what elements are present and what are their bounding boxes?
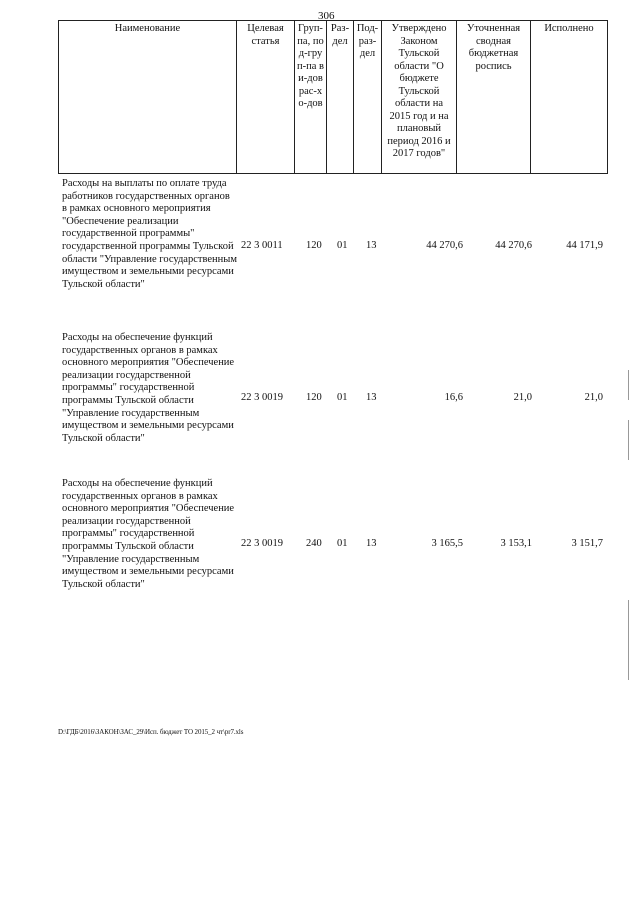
row-target: 22 3 0019 bbox=[241, 538, 283, 549]
header-section: Раз-дел bbox=[327, 21, 354, 174]
row-group: 120 bbox=[306, 240, 322, 251]
header-target: Целевая статья bbox=[237, 21, 295, 174]
row-target: 22 3 0019 bbox=[241, 392, 283, 403]
header-refined: Уточненная сводная бюджетная роспись bbox=[457, 21, 531, 174]
row-executed: 21,0 bbox=[584, 392, 603, 403]
row-subsection: 13 bbox=[366, 392, 377, 403]
table-header bbox=[58, 20, 608, 174]
page-number: 306 bbox=[318, 10, 335, 22]
row-refined: 21,0 bbox=[513, 392, 532, 403]
row-approved: 44 270,6 bbox=[426, 240, 463, 251]
header-group: Груп-па, под-груп-па ви-дов рас-хо-дов bbox=[295, 21, 327, 174]
row-name: Расходы на выплаты по оплате труда работников государственных органов в рамках основного мероприятия "Обеспечение реализации государственной программы" государственной программы Тульской области "Управление государственным имуществом и земельными ресурсами Тульской области" bbox=[62, 178, 237, 290]
file-path-footer: D:\ГДБ\2016\ЗАКОН\ЗАС_29\Исп. бюджет ТО 2015_2 чт\pr7.xls bbox=[58, 728, 244, 736]
row-section: 01 bbox=[337, 240, 348, 251]
scan-edge-mark bbox=[628, 600, 629, 680]
header-name: Наименование bbox=[59, 21, 237, 174]
scan-edge-mark bbox=[628, 420, 629, 460]
header-approved: Утверждено Законом Тульской области "О бюджете Тульской области на 2015 год и на плановый период 2016 и 2017 годов" bbox=[382, 21, 457, 174]
row-section: 01 bbox=[337, 538, 348, 549]
row-approved: 3 165,5 bbox=[431, 538, 463, 549]
row-subsection: 13 bbox=[366, 538, 377, 549]
row-group: 240 bbox=[306, 538, 322, 549]
row-approved: 16,6 bbox=[444, 392, 463, 403]
row-executed: 44 171,9 bbox=[566, 240, 603, 251]
scan-edge-mark bbox=[628, 370, 629, 400]
header-subsection: Под-раз-дел bbox=[354, 21, 382, 174]
row-section: 01 bbox=[337, 392, 348, 403]
row-refined: 44 270,6 bbox=[495, 240, 532, 251]
header-executed: Исполнено bbox=[531, 21, 608, 174]
row-executed: 3 151,7 bbox=[571, 538, 603, 549]
row-group: 120 bbox=[306, 392, 322, 403]
row-refined: 3 153,1 bbox=[500, 538, 532, 549]
row-subsection: 13 bbox=[366, 240, 377, 251]
row-name: Расходы на обеспечение функций государственных органов в рамках основного мероприятия "Обеспечение реализации государственной программы" государственной программы Тульской области "Управление государственным имуществом и земельными ресурсами Тульской области" bbox=[62, 478, 235, 590]
row-target: 22 3 0011 bbox=[241, 240, 283, 251]
row-name: Расходы на обеспечение функций государственных органов в рамках основного мероприятия "Обеспечение реализации государственной программы" государственной программы Тульской области "Управление государственным имуществом и земельными ресурсами Тульской области" bbox=[62, 332, 235, 444]
